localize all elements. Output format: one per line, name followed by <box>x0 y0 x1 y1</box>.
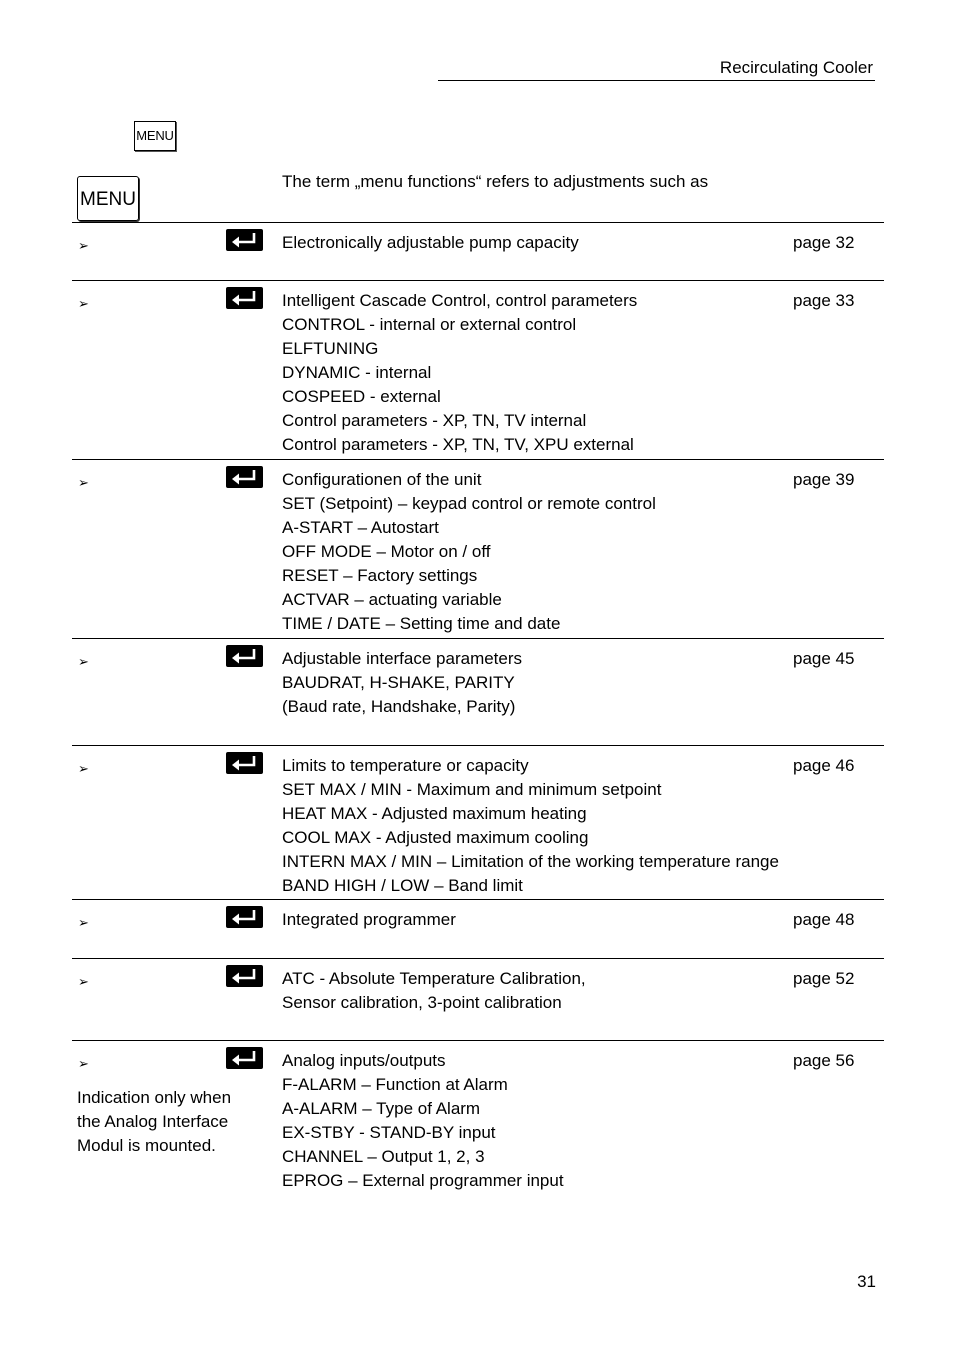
section-lines <box>282 468 656 636</box>
section-line: Intelligent Cascade Control, control parameters <box>282 291 638 310</box>
section-line: SET (Setpoint) – keypad control or remote control <box>282 494 656 513</box>
menu-section <box>72 899 884 959</box>
note-line: Modul is mounted. <box>77 1136 216 1155</box>
page-reference: page 56 <box>793 1051 855 1070</box>
section-lines <box>282 967 586 1015</box>
menu-section <box>72 280 884 460</box>
section-line: (Baud rate, Handshake, Parity) <box>282 697 516 716</box>
section-line: OFF MODE – Motor on / off <box>282 542 491 561</box>
section-line: Sensor calibration, 3-point calibration <box>282 993 562 1012</box>
menu-key-large-icon: MENU <box>77 176 139 221</box>
section-line: EX-STBY - STAND-BY input <box>282 1123 496 1142</box>
enter-key-icon <box>226 229 263 251</box>
section-line: EPROG – External programmer input <box>282 1171 564 1190</box>
intro-text: The term „menu functions“ refers to adjustments such as <box>282 172 709 191</box>
section-lines <box>282 289 637 457</box>
section-line: Limits to temperature or capacity <box>282 756 529 775</box>
section-lines <box>282 754 779 898</box>
section-line: COOL MAX - Adjusted maximum cooling <box>282 828 589 847</box>
arrowhead-bullet-icon: ➢ <box>78 475 89 490</box>
section-line: F-ALARM – Function at Alarm <box>282 1075 508 1094</box>
page-reference: page 45 <box>793 649 855 668</box>
section-line: TIME / DATE – Setting time and date <box>282 614 561 633</box>
page-number: 31 <box>857 1272 876 1291</box>
section-line: COSPEED - external <box>282 387 441 406</box>
section-line: BAUDRAT, H-SHAKE, PARITY <box>282 673 515 692</box>
section-line: Control parameters - XP, TN, TV internal <box>282 411 587 430</box>
section-lines <box>282 231 579 255</box>
enter-key-icon <box>226 1047 263 1069</box>
enter-key-icon <box>226 965 263 987</box>
section-line: Adjustable interface parameters <box>282 649 523 668</box>
enter-key-icon <box>226 752 263 774</box>
section-line: CONTROL - internal or external control <box>282 315 577 334</box>
menu-section <box>72 222 884 281</box>
header-rule <box>438 80 875 81</box>
section-line: Electronically adjustable pump capacity <box>282 233 579 252</box>
note-line: Indication only when <box>77 1088 232 1107</box>
header-title: Recirculating Cooler <box>719 58 873 77</box>
arrowhead-bullet-icon: ➢ <box>78 915 89 930</box>
note-line: the Analog Interface <box>77 1112 229 1131</box>
menu-key-small-icon: MENU <box>134 121 176 151</box>
section-line: DYNAMIC - internal <box>282 363 432 382</box>
menu-section <box>72 638 884 746</box>
section-lines <box>282 1049 564 1193</box>
arrowhead-bullet-icon: ➢ <box>78 761 89 776</box>
arrowhead-bullet-icon: ➢ <box>78 974 89 989</box>
menu-section <box>72 745 884 900</box>
arrowhead-bullet-icon: ➢ <box>78 238 89 253</box>
section-line: INTERN MAX / MIN – Limitation of the working temperature range <box>282 852 779 871</box>
enter-key-icon <box>226 645 263 667</box>
section-line: SET MAX / MIN - Maximum and minimum setpoint <box>282 780 662 799</box>
arrowhead-bullet-icon: ➢ <box>78 296 89 311</box>
section-line: RESET – Factory settings <box>282 566 478 585</box>
section-line: CHANNEL – Output 1, 2, 3 <box>282 1147 485 1166</box>
arrowhead-bullet-icon: ➢ <box>78 1056 89 1071</box>
page-reference: page 48 <box>793 910 855 929</box>
enter-key-icon <box>226 466 263 488</box>
page-reference: page 33 <box>793 291 855 310</box>
section-line: Analog inputs/outputs <box>282 1051 446 1070</box>
section-line: A-ALARM – Type of Alarm <box>282 1099 481 1118</box>
page-reference: page 52 <box>793 969 855 988</box>
section-lines <box>282 908 456 932</box>
page-reference: page 46 <box>793 756 855 775</box>
enter-key-icon <box>226 287 263 309</box>
section-line: Control parameters - XP, TN, TV, XPU external <box>282 435 634 454</box>
enter-key-icon <box>226 906 263 928</box>
section-line: HEAT MAX - Adjusted maximum heating <box>282 804 587 823</box>
section-line: Integrated programmer <box>282 910 456 929</box>
section-line: BAND HIGH / LOW – Band limit <box>282 876 523 895</box>
section-line: ACTVAR – actuating variable <box>282 590 502 609</box>
section-note <box>77 1086 231 1158</box>
section-line: ATC - Absolute Temperature Calibration, <box>282 969 586 988</box>
menu-section <box>72 1040 884 1211</box>
page-reference: page 39 <box>793 470 855 489</box>
section-line: Configurationen of the unit <box>282 470 482 489</box>
section-lines <box>282 647 522 719</box>
menu-section <box>72 958 884 1041</box>
menu-section <box>72 459 884 639</box>
section-line: ELFTUNING <box>282 339 379 358</box>
page-reference: page 32 <box>793 233 855 252</box>
arrowhead-bullet-icon: ➢ <box>78 654 89 669</box>
section-line: A-START – Autostart <box>282 518 439 537</box>
